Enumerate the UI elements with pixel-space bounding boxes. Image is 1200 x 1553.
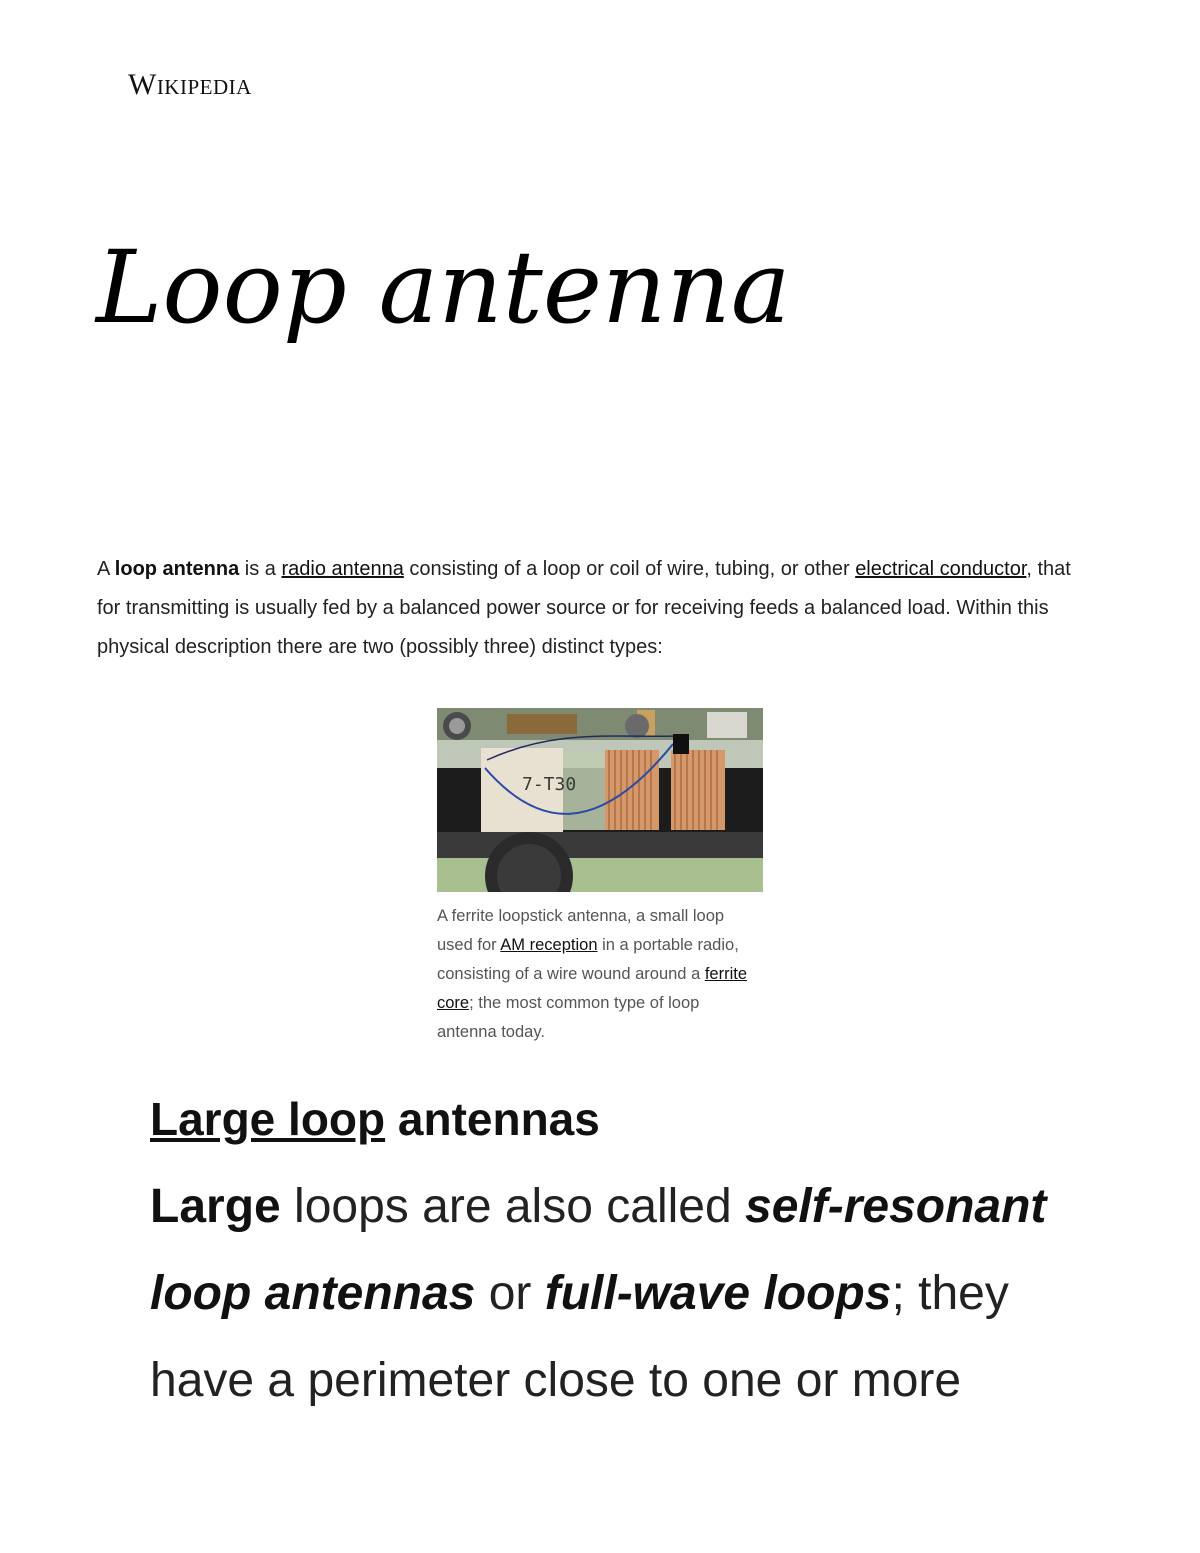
caption-text: A ferrite loopstick antenna, a small loop used for (437, 907, 725, 954)
page-title: Loop antenna (96, 229, 791, 346)
intro-text: consisting of a loop or coil of wire, tubing, or other (403, 558, 856, 580)
caption-text: ; the most common type of loop antenna today. (437, 994, 700, 1041)
heading-text: antennas (385, 1093, 600, 1145)
section-paragraph (150, 1163, 1110, 1424)
link-electrical-conductor[interactable]: electrical conductor (855, 558, 1027, 580)
intro-text: A (97, 558, 115, 580)
caption-text: in a portable radio, consisting of a wire wound around a (437, 936, 739, 983)
ferrite-loopstick-image[interactable] (437, 708, 763, 892)
link-am-reception[interactable]: AM reception (500, 936, 598, 954)
italic-full-wave (545, 1267, 892, 1320)
article-figure (437, 708, 763, 1047)
wikipedia-wordmark[interactable]: Wikipedia (128, 68, 252, 101)
link-large-loop[interactable]: Large loop (150, 1093, 386, 1145)
bold-large: Large (150, 1180, 281, 1233)
link-ferrite-core[interactable]: ferrite core (437, 965, 748, 1012)
link-radio-antenna[interactable]: radio antenna (281, 558, 404, 580)
bold-term: loop antenna (114, 558, 240, 580)
body-text: ; they have a perimeter close to one or more (150, 1267, 1009, 1407)
body-text: loops are also called (280, 1180, 745, 1233)
intro-text: is a (239, 558, 282, 580)
section-heading-large-loop (150, 1088, 600, 1150)
italic-bold-term: self-resonant loop antennas (150, 1180, 1047, 1320)
italic-bold-term: full-wave loops (544, 1267, 892, 1320)
intro-paragraph (97, 550, 1097, 667)
body-text: or (475, 1267, 545, 1320)
intro-text: , that for transmitting is usually fed by a balanced power source or for receiving feeds a balanced load. Within this physical description there are two (possibly three) distinct types: (97, 558, 1071, 658)
figure-caption (437, 902, 763, 1047)
image-marking: 7-T30 (522, 774, 577, 795)
